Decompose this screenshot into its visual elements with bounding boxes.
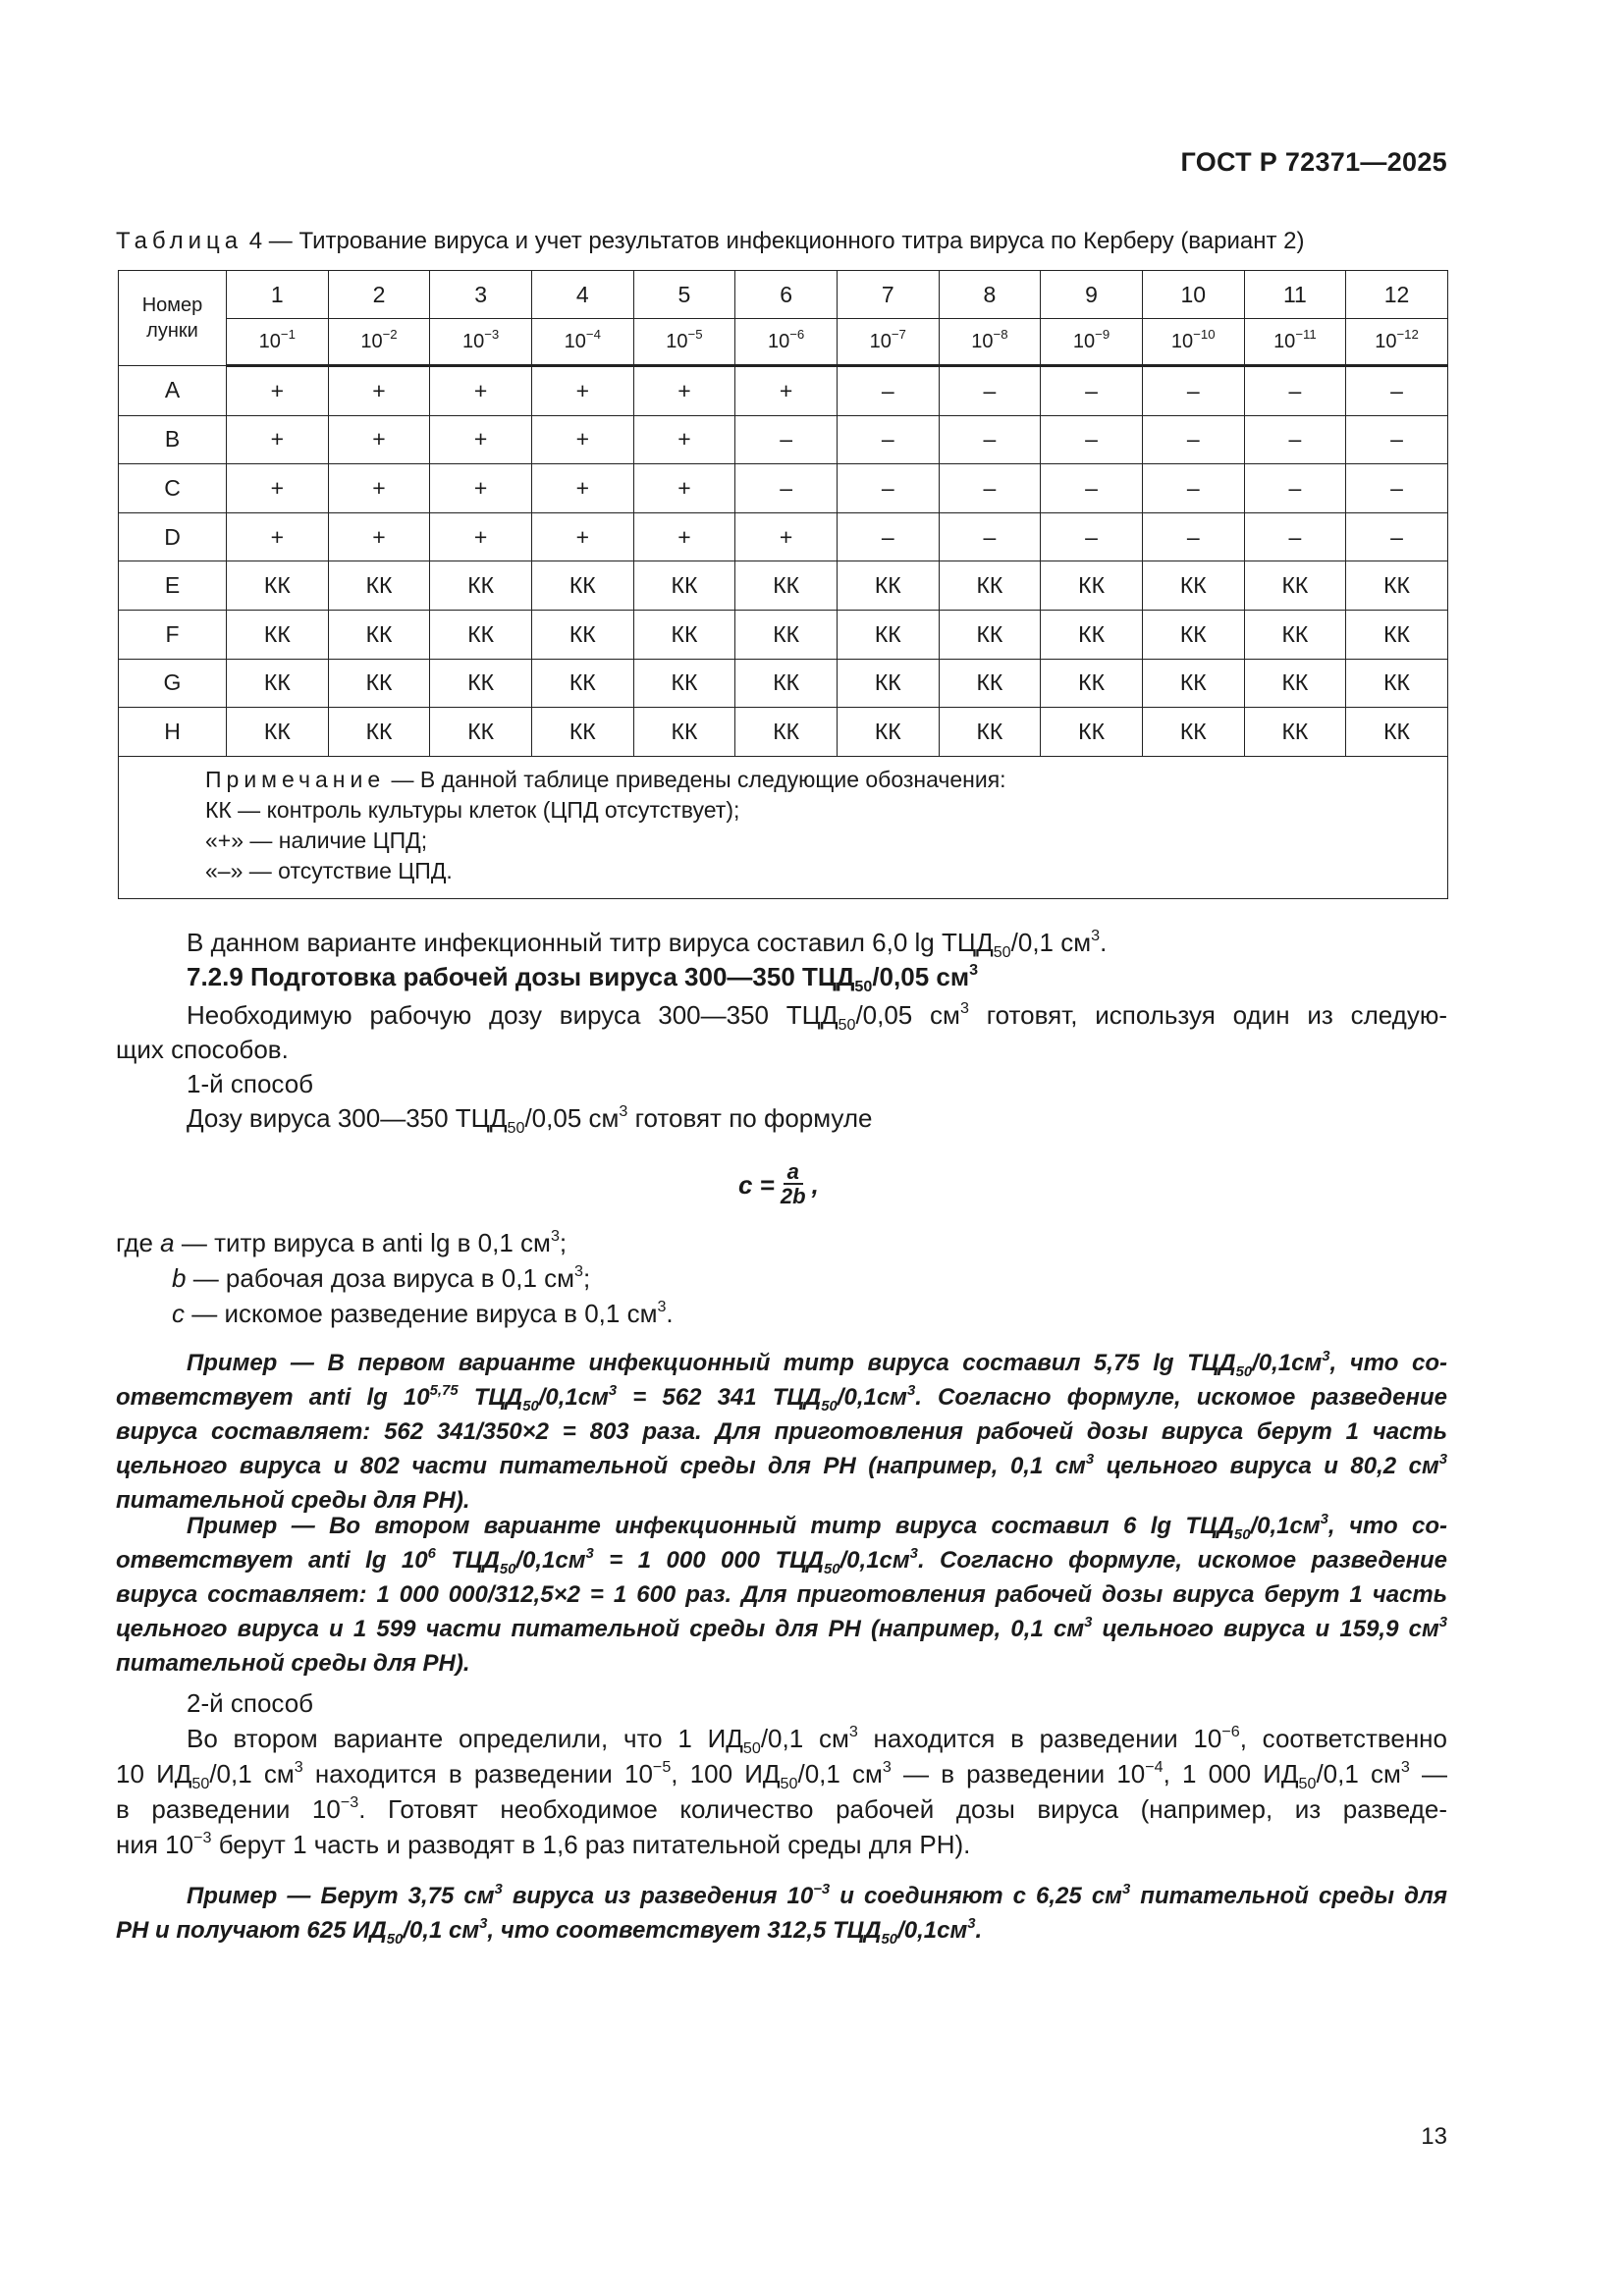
dilution-header	[735, 319, 838, 366]
table-cell: –	[1142, 366, 1244, 416]
paragraph-line: ния $10^{-3}$ берут 1 часть и разводят в 1,6 раз питательной среды для РН).	[116, 1828, 971, 1859]
table-cell: +	[227, 512, 329, 561]
row-label: C	[119, 464, 227, 513]
paragraph-working-dose-line1: Необходимую рабочую дозу вируса 300—350 $ТЦД_{50}/0,05$ $см^3$ готовят, используя один из следую-	[187, 998, 1447, 1035]
paragraph-titer-result: В данном варианте инфекционный титр вируса составил 6,0 $\lg ТЦД_{50}/0,1$ $см^3$.	[187, 926, 1108, 962]
table-cell: КК	[1244, 708, 1346, 757]
table-cell: КК	[633, 659, 735, 708]
example-line: Пример — В первом варианте инфекционный титр вируса составил 5,75 $\lg ТЦД_{50}/0,1см^3$, что со-	[187, 1348, 1447, 1380]
method-2-label: 2-й способ	[187, 1688, 314, 1718]
table-cell: –	[939, 415, 1041, 464]
table-cell: КК	[328, 610, 430, 659]
page-number: 13	[1421, 2123, 1447, 2150]
table-cell: КК	[328, 561, 430, 611]
table-cell: КК	[227, 659, 329, 708]
table-cell: КК	[430, 659, 532, 708]
method-1-label: 1-й способ	[187, 1069, 314, 1098]
dilution-header	[1346, 319, 1448, 366]
table-cell: КК	[735, 659, 838, 708]
dilution-exponent: −11	[1295, 326, 1317, 342]
table-cell: –	[1142, 415, 1244, 464]
table-cell: –	[837, 464, 939, 513]
table-row	[119, 610, 1448, 659]
dilution-exponent: −3	[484, 326, 500, 342]
column-header: 8	[939, 271, 1041, 319]
column-header: 1	[227, 271, 329, 319]
table-cell: КК	[227, 708, 329, 757]
row-header-cell	[119, 271, 227, 366]
table-row	[119, 464, 1448, 513]
table-cell: КК	[1142, 708, 1244, 757]
column-header: 4	[531, 271, 633, 319]
table-cell: КК	[939, 561, 1041, 611]
example-line: ответствует anti $\lg 10^6$ $ТЦД_{50}/0,1см^3 = 1$ 000 000 $ТЦД_{50}/0,1см^3$. Согласно формуле, искомое разведение	[116, 1545, 1448, 1577]
note-line: «+» — наличие ЦПД;	[205, 827, 428, 853]
formula-fraction	[781, 1161, 806, 1208]
where-line-b: b — рабочая доза вируса в 0,1 $см^3$;	[172, 1261, 591, 1293]
dilution-exponent: −6	[789, 326, 805, 342]
table-cell: –	[1244, 415, 1346, 464]
table-cell: +	[633, 366, 735, 416]
table-cell: КК	[1142, 659, 1244, 708]
formula-lhs: c =	[738, 1169, 775, 1200]
table-cell: КК	[430, 708, 532, 757]
table-cell: –	[735, 464, 838, 513]
table-cell: КК	[633, 561, 735, 611]
table-caption	[116, 228, 1305, 255]
dilution-header	[430, 319, 532, 366]
table-cell: +	[430, 366, 532, 416]
titration-table	[118, 270, 1448, 899]
row-header-line2: лунки	[146, 320, 198, 342]
example-line: вируса составляет: 562 341/350×2 = 803 раза. Для приготовления рабочей дозы вируса берут 1 часть	[116, 1418, 1447, 1445]
where-line-c: c — искомое разведение вируса в 0,1 $см^3$.	[172, 1297, 674, 1328]
table-cell: КК	[1346, 708, 1448, 757]
dilution-base: 10	[767, 330, 790, 352]
example-line: вируса составляет: 1 000 000/312,5×2 = 1 600 раз. Для приготовления рабочей дозы вируса берут 1 часть	[116, 1581, 1447, 1608]
table-cell: –	[837, 512, 939, 561]
column-header: 3	[430, 271, 532, 319]
paragraph-method-2	[116, 1721, 1447, 1862]
table-cell: +	[633, 415, 735, 464]
table-cell: –	[1041, 415, 1143, 464]
dilution-header	[1041, 319, 1143, 366]
table-cell: +	[328, 415, 430, 464]
table-cell: –	[1346, 415, 1448, 464]
table-cell: КК	[837, 561, 939, 611]
table-cell: –	[735, 415, 838, 464]
dilution-exponent: −2	[382, 326, 398, 342]
table-cell: КК	[328, 659, 430, 708]
table-cell: +	[328, 464, 430, 513]
table-cell: КК	[939, 659, 1041, 708]
table-cell: КК	[735, 561, 838, 611]
table-row	[119, 415, 1448, 464]
table-cell: –	[837, 366, 939, 416]
dilution-base: 10	[1375, 330, 1397, 352]
column-header: 5	[633, 271, 735, 319]
table-cell: КК	[531, 561, 633, 611]
dilution-base: 10	[666, 330, 688, 352]
row-label: H	[119, 708, 227, 757]
dilution-header	[939, 319, 1041, 366]
column-header: 10	[1142, 271, 1244, 319]
column-header: 11	[1244, 271, 1346, 319]
table-cell: –	[939, 366, 1041, 416]
table-row	[119, 708, 1448, 757]
paragraph-line: Во втором варианте определили, что 1 $ИД_{50}/0,1$ $см^3$ находится в разведении $10^{-6}$, соответственно	[187, 1722, 1448, 1758]
table-cell: –	[1244, 464, 1346, 513]
table-cell: КК	[1142, 610, 1244, 659]
dilution-base: 10	[1170, 330, 1194, 352]
row-header-line1: Номер	[141, 294, 203, 316]
column-header: 7	[837, 271, 939, 319]
row-label: B	[119, 415, 227, 464]
table-cell: КК	[1244, 610, 1346, 659]
table-cell: КК	[1041, 610, 1143, 659]
table-cell: КК	[227, 561, 329, 611]
dilution-header	[633, 319, 735, 366]
note-heading	[205, 765, 1447, 795]
table-cell: КК	[1142, 561, 1244, 611]
table-cell: –	[1041, 366, 1143, 416]
column-header: 2	[328, 271, 430, 319]
table-cell: –	[1346, 464, 1448, 513]
dilution-header	[837, 319, 939, 366]
table-cell: –	[1244, 512, 1346, 561]
row-label: E	[119, 561, 227, 611]
table-cell: +	[227, 464, 329, 513]
table-cell: +	[531, 415, 633, 464]
where-line-a: где a — титр вируса в anti lg в 0,1 $см^3$;	[116, 1226, 568, 1257]
example-line: ответствует anti lg 10$^{5,75}$ $ТЦД_{50}/0,1см^3 = 562$ 341 $ТЦД_{50}/0,1см^3$. Согласно формуле, искомое разведение	[116, 1382, 1447, 1415]
example-3	[116, 1879, 1447, 1948]
table-cell: КК	[1346, 659, 1448, 708]
table-cell: КК	[735, 708, 838, 757]
table-cell: КК	[531, 610, 633, 659]
table-cell: КК	[430, 610, 532, 659]
table-cell: КК	[837, 610, 939, 659]
dilution-exponent: −12	[1396, 326, 1419, 342]
table-cell: КК	[1041, 659, 1143, 708]
formula-numerator: a	[784, 1161, 803, 1185]
table-cell: +	[531, 512, 633, 561]
table-cell: КК	[939, 708, 1041, 757]
dilution-exponent: −9	[1095, 326, 1110, 342]
example-line: питательной среды для РН).	[116, 1650, 470, 1677]
example-line: Пример — Берут 3,75 $см^3$ вируса из разведения $10^{-3}$ и соединяют с 6,25 $см^3$ питательной среды для	[187, 1881, 1447, 1909]
table-cell: +	[227, 415, 329, 464]
column-header: 6	[735, 271, 838, 319]
table-row	[119, 659, 1448, 708]
note-line: «–» — отсутствие ЦПД.	[205, 857, 453, 883]
note-line: КК — контроль культуры клеток (ЦПД отсутствует);	[205, 796, 740, 823]
dilution-exponent: −7	[891, 326, 906, 342]
dilution-header	[328, 319, 430, 366]
dilution-exponent: −8	[993, 326, 1008, 342]
dilution-base: 10	[1273, 330, 1296, 352]
column-header: 9	[1041, 271, 1143, 319]
example-line: цельного вируса и 802 части питательной среды для РН (например, 0,1 $см^3$ цельного вируса и 80,2 $см^3$	[116, 1451, 1447, 1479]
table-cell: +	[735, 512, 838, 561]
paragraph-formula-intro: Дозу вируса 300—350 $ТЦД_{50}/0,05$ $см^3$ готовят по формуле	[187, 1101, 873, 1138]
dilution-header	[1244, 319, 1346, 366]
table-cell: +	[227, 366, 329, 416]
table-cell: КК	[735, 610, 838, 659]
table-cell: –	[939, 464, 1041, 513]
dilution-base: 10	[564, 330, 586, 352]
table-cell: +	[633, 464, 735, 513]
table-cell: +	[531, 464, 633, 513]
row-label: F	[119, 610, 227, 659]
paragraph-line: 10 $ИД_{50}/0,1$ $см^3$ находится в разведении $10^{-5}$, 100 $ИД_{50}/0,1$ $см^3$ — в разведении $10^{-4}$, 1 000 $ИД_{50}/0,1$ $см^3$ —	[116, 1757, 1447, 1793]
table-cell: +	[328, 512, 430, 561]
table-cell: КК	[1244, 561, 1346, 611]
dilution-base: 10	[461, 330, 485, 352]
note-intro: — В данной таблице приведены следующие обозначения:	[385, 766, 1006, 792]
table-cell: КК	[1041, 708, 1143, 757]
dilution-header	[1142, 319, 1244, 366]
table-note	[119, 756, 1448, 898]
dilution-exponent: −10	[1193, 326, 1216, 342]
table-cell: –	[1142, 512, 1244, 561]
table-cell: КК	[1346, 561, 1448, 611]
table-caption-text: 4 — Титрование вируса и учет результатов инфекционного титра вируса по Керберу (вариант 2)	[243, 228, 1305, 254]
dilution-exponent: −4	[585, 326, 601, 342]
table-cell: КК	[1346, 610, 1448, 659]
table-cell: –	[1142, 464, 1244, 513]
table-cell: КК	[633, 610, 735, 659]
row-label: D	[119, 512, 227, 561]
section-heading-7-2-9: 7.2.9 Подготовка рабочей дозы вируса 300—350 $ТЦД_{50}/0,05$ $см^3$	[187, 960, 979, 996]
table-cell: КК	[531, 659, 633, 708]
dilution-base: 10	[258, 330, 281, 352]
table-cell: КК	[939, 610, 1041, 659]
table-cell: КК	[430, 561, 532, 611]
table-row	[119, 561, 1448, 611]
table-cell: –	[939, 512, 1041, 561]
table-caption-word: Таблица	[116, 228, 244, 254]
table-cell: КК	[1244, 659, 1346, 708]
dilution-base: 10	[869, 330, 892, 352]
table-cell: +	[735, 366, 838, 416]
dilution-base: 10	[971, 330, 994, 352]
dilution-exponent: −1	[280, 326, 296, 342]
table-cell: КК	[1041, 561, 1143, 611]
example-line: цельного вируса и 1 599 части питательной среды для РН (например, 0,1 $см^3$ цельного вируса и 159,9 $см^3$	[116, 1614, 1447, 1642]
dilution-base: 10	[1072, 330, 1096, 352]
example-line: питательной среды для РН).	[116, 1487, 470, 1514]
table-cell: –	[1244, 366, 1346, 416]
note-word: Примечание	[205, 766, 386, 792]
table-cell: КК	[227, 610, 329, 659]
table-cell: КК	[328, 708, 430, 757]
example-2	[116, 1509, 1447, 1681]
table-cell: +	[328, 366, 430, 416]
table-cell: –	[1041, 512, 1143, 561]
dilution-header	[227, 319, 329, 366]
table-cell: +	[531, 366, 633, 416]
formula-denominator: 2b	[780, 1184, 806, 1208]
table-cell: КК	[633, 708, 735, 757]
table-row	[119, 366, 1448, 416]
table-cell: +	[430, 464, 532, 513]
example-line: РН и получают 625 $ИД_{50}/0,1$ $см^3$, что соответствует 312,5 $ТЦД_{50}/0,1см^3$.	[116, 1915, 983, 1948]
table-cell: –	[1346, 366, 1448, 416]
table-cell: –	[1041, 464, 1143, 513]
table-cell: –	[1346, 512, 1448, 561]
row-label: A	[119, 366, 227, 416]
table-cell: –	[837, 415, 939, 464]
paragraph-line: в разведении $10^{-3}$. Готовят необходимое количество рабочей дозы вируса (например, из разведе-	[116, 1792, 1447, 1824]
example-1	[116, 1346, 1447, 1518]
formula-tail: ,	[811, 1169, 819, 1200]
dilution-base: 10	[360, 330, 383, 352]
document-header: ГОСТ Р 72371—2025	[1180, 147, 1447, 177]
table-cell: +	[430, 415, 532, 464]
table-cell: КК	[837, 708, 939, 757]
table-cell: КК	[837, 659, 939, 708]
column-header: 12	[1346, 271, 1448, 319]
table-row	[119, 512, 1448, 561]
table-cell: +	[633, 512, 735, 561]
paragraph-working-dose-line2: щих способов.	[116, 1035, 289, 1064]
dilution-exponent: −5	[687, 326, 703, 342]
example-line: Пример — Во втором варианте инфекционный титр вируса составил 6 $\lg ТЦД_{50}/0,1см^3$, что со-	[187, 1511, 1447, 1543]
table-cell: КК	[531, 708, 633, 757]
dilution-formula	[738, 1161, 819, 1208]
row-label: G	[119, 659, 227, 708]
table-cell: +	[430, 512, 532, 561]
dilution-header	[531, 319, 633, 366]
